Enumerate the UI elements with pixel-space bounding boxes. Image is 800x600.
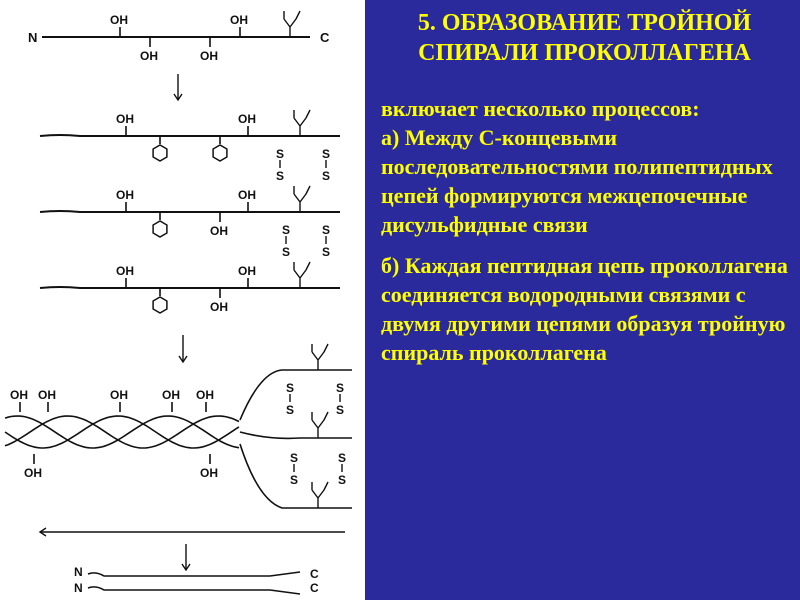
oh-label: OH: [116, 112, 134, 126]
oligosaccharide-icon: [294, 110, 310, 136]
oh-label: OH: [110, 13, 128, 27]
disulfide-bond-top: S: [282, 223, 291, 237]
oh-label: OH: [110, 388, 128, 402]
oh-label: OH: [196, 388, 214, 402]
c-terminus-label: C: [320, 30, 330, 45]
point-a-text: а) Между С-концевыми последовательностями полипептидных цепей формируются межцепочечные дисульфидные связи: [381, 125, 773, 237]
point-b-text: б) Каждая пептидная цепь проколлагена соединяется водородными связями с двумя другими цепями образуя тройную спираль проколлагена: [381, 253, 788, 365]
oligosaccharide-icon: [294, 186, 310, 212]
disulfide-bond-bottom: S: [290, 473, 299, 487]
oh-label: OH: [116, 264, 134, 278]
ring-icon: [153, 221, 167, 237]
mature-chain-line: [88, 573, 270, 576]
oh-label: OH: [24, 466, 42, 480]
oh-label: OH: [210, 300, 228, 314]
disulfide-bond-top: S: [290, 451, 299, 465]
procollagen-chain-line-2: [40, 211, 340, 212]
ring-icon: [213, 145, 227, 161]
oh-label: OH: [238, 112, 256, 126]
oligosaccharide-icon: [294, 262, 310, 288]
slide-text-panel: [365, 0, 800, 600]
n-terminus-label: N: [28, 30, 38, 45]
oh-label: OH: [238, 264, 256, 278]
c-terminus-label: C: [310, 567, 319, 581]
intro-text: включает несколько процессов:: [381, 96, 700, 121]
oh-label: OH: [200, 49, 218, 63]
disulfide-bond-top: S: [286, 381, 295, 395]
c-terminus-label: C: [310, 581, 319, 595]
oligosaccharide-icon: [312, 482, 328, 508]
ring-icon: [153, 145, 167, 161]
helix-strand-2: [5, 416, 239, 448]
oligosaccharide-icon: [312, 412, 328, 438]
oh-label: OH: [116, 188, 134, 202]
n-terminus-label: N: [74, 565, 83, 579]
oh-label: OH: [38, 388, 56, 402]
ring-icon: [153, 297, 167, 313]
mature-chain-end: [270, 572, 300, 594]
disulfide-bond-top: S: [338, 451, 347, 465]
disulfide-bond-bottom: S: [322, 169, 331, 183]
disulfide-bond-top: S: [336, 381, 345, 395]
procollagen-diagram-panel: [0, 0, 365, 600]
n-terminus-label: N: [74, 581, 83, 595]
disulfide-bond-top: S: [322, 147, 331, 161]
disulfide-bond-bottom: S: [322, 245, 331, 259]
slide-title-line-1: 5. ОБРАЗОВАНИЕ ТРОЙНОЙ: [417, 10, 752, 36]
disulfide-bond-bottom: S: [338, 473, 347, 487]
disulfide-bond-bottom: S: [286, 403, 295, 417]
helix-strand-1: [5, 416, 239, 448]
oligosaccharide-icon: [284, 11, 300, 37]
disulfide-bond-top: S: [322, 223, 331, 237]
oh-label: OH: [230, 13, 248, 27]
disulfide-bond-bottom: S: [336, 403, 345, 417]
oligosaccharide-icon: [312, 344, 328, 370]
mature-chain-line: [88, 587, 270, 590]
oh-label: OH: [210, 224, 228, 238]
oh-label: OH: [10, 388, 28, 402]
procollagen-chain-line-1: [40, 135, 340, 136]
slide-title-line-2: СПИРАЛИ ПРОКОЛЛАГЕНА: [418, 40, 751, 66]
helix-strand-3: [5, 416, 239, 448]
slide-title: [381, 8, 788, 68]
disulfide-bond-top: S: [276, 147, 285, 161]
oh-label: OH: [200, 466, 218, 480]
procollagen-chain-line-3: [40, 287, 340, 288]
helix-branch-middle: [240, 432, 352, 438]
procollagen-assembly-diagram: [0, 0, 365, 600]
oh-label: OH: [238, 188, 256, 202]
disulfide-bond-bottom: S: [276, 169, 285, 183]
oh-label: OH: [140, 49, 158, 63]
disulfide-bond-bottom: S: [282, 245, 291, 259]
oh-label: OH: [162, 388, 180, 402]
